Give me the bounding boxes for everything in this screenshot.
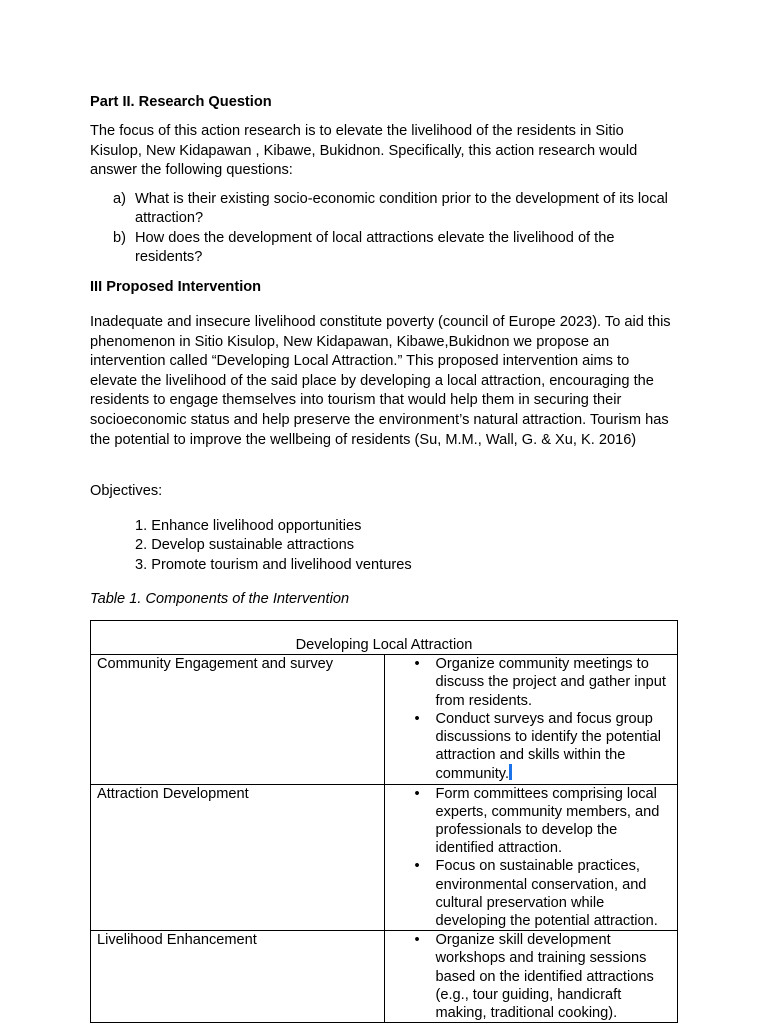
part3-paragraph: Inadequate and insecure livelihood constitute poverty (council of Europe 2023). To aid this phenomenon in Sitio Kisulop, New Kidapawan, Kibawe,Bukidnon we propose an intervention called “Developing Local Attraction.” This proposed intervention aims to elevate the livelihood of the said place by developing a local attraction, encouraging the residents to engage themselves into tourism that would help them in securing their socioeconomic status and help preserve the environment’s natural attraction. Tourism has the potential to improve the wellbeing of residents (Su, M.M., Wall, G. & Xu, K. 2016) [90, 314, 671, 448]
list-marker: a) [113, 191, 126, 207]
list-item: 1. Enhance livelihood opportunities [135, 518, 362, 534]
list-item: 2. Develop sustainable attractions [135, 537, 355, 554]
list-item: • Organize community meetings to discuss the project and gather input from residents. [414, 656, 666, 709]
table-row [91, 655, 678, 784]
bullet-icon: • [414, 656, 420, 673]
table-row [91, 784, 678, 931]
part3-heading: III Proposed Intervention [90, 279, 262, 295]
research-questions-list [90, 190, 670, 268]
objectives-label: Objectives: [90, 483, 163, 499]
table-caption: Table 1. Components of the Intervention [90, 591, 350, 607]
list-item [90, 190, 670, 229]
bullet-icon: • [414, 785, 420, 802]
activities-cell [384, 784, 678, 931]
components-table [90, 620, 678, 1023]
activities-cell [384, 931, 678, 1023]
part2-paragraph: The focus of this action research is to elevate the livelihood of the residents in Sitio Kisulop, New Kidapawan , Kibawe, Bukidnon. Specifically, this action research would answer the following questions: [90, 123, 638, 179]
list-item: • Organize skill development workshops and training sessions based on the identified attractions (e.g., tour guiding, handicraft making, traditional cooking). [414, 932, 654, 1022]
component-cell: Attraction Development [91, 784, 385, 931]
list-item: 3. Promote tourism and livelihood ventures [135, 556, 412, 573]
activities-cell [384, 655, 678, 784]
component-cell: Community Engagement and survey [91, 655, 385, 784]
question-text: How does the development of local attractions elevate the livelihood of the residents? [135, 229, 615, 266]
text-cursor [509, 764, 512, 780]
list-item [90, 229, 670, 268]
bullet-icon: • [414, 932, 420, 949]
objectives-list [135, 517, 635, 575]
question-text: What is their existing socio-economic condition prior to the development of its local attraction? [135, 191, 668, 227]
table-header-row [91, 621, 678, 655]
list-item: • Form committees comprising local experts, community members, and professionals to develop the identified attraction. [414, 785, 660, 857]
bullet-icon: • [414, 858, 420, 875]
list-item: • Conduct surveys and focus group discussions to identify the potential attraction and skills within the community. [414, 710, 662, 783]
table-row [91, 931, 678, 1023]
component-cell: Livelihood Enhancement [91, 931, 385, 1023]
bullet-icon: • [414, 710, 420, 727]
list-marker: b) [113, 229, 126, 246]
list-item: • Focus on sustainable practices, environmental conservation, and cultural preservation while developing the potential attraction. [414, 858, 658, 930]
part2-heading: Part II. Research Question [90, 94, 272, 110]
table-header-cell: Developing Local Attraction [91, 621, 678, 655]
